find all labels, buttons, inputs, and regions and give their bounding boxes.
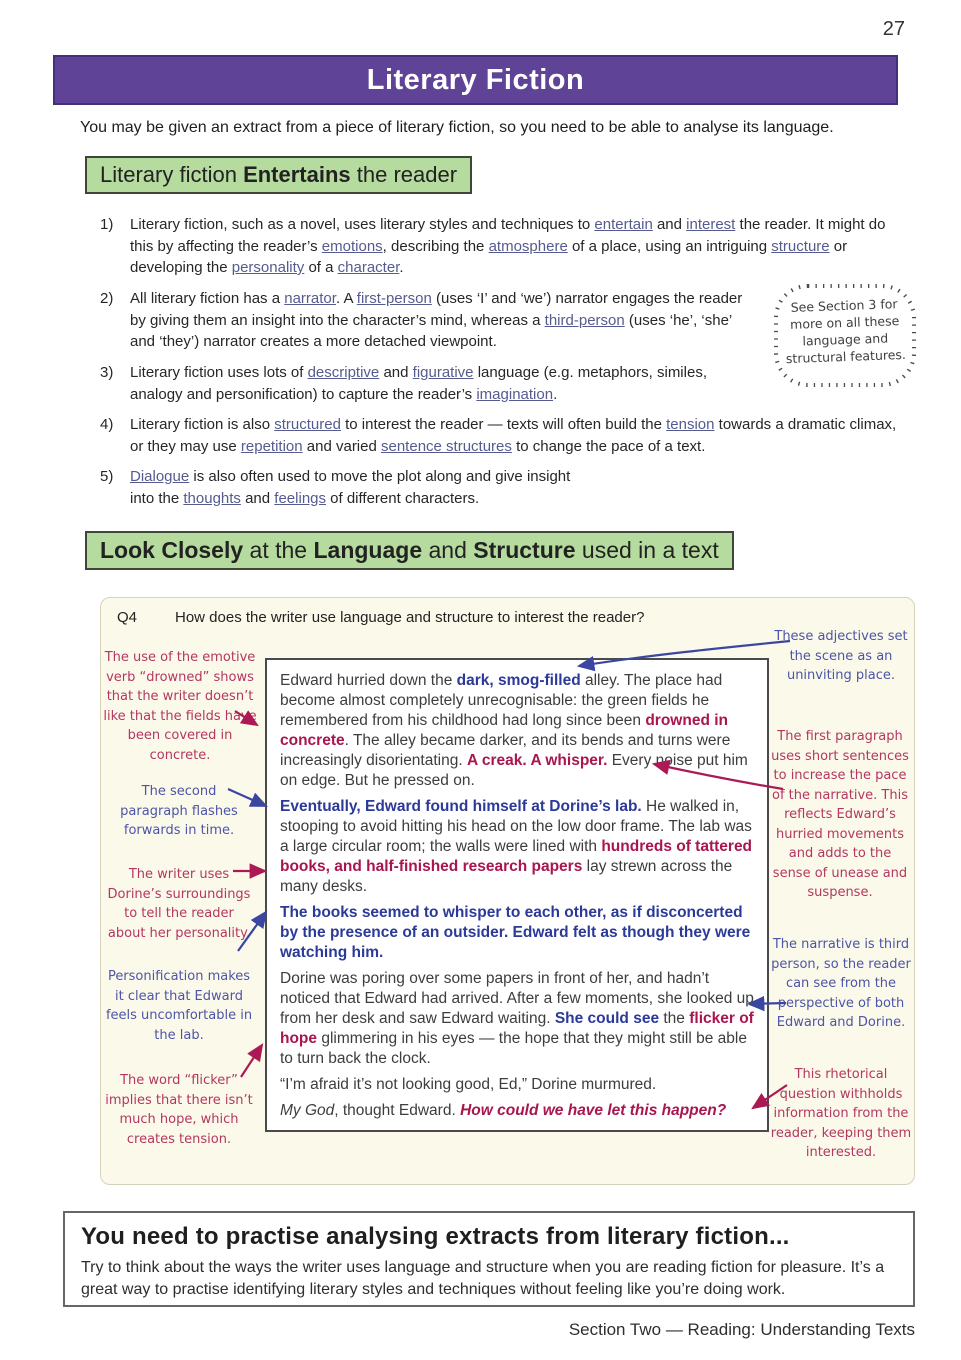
extract-paragraph-5: “I’m afraid it’s not looking good, Ed,” Dorine murmured. bbox=[280, 1076, 657, 1093]
section-heading-look-closely: Look Closely at the Language and Structure used in a text bbox=[85, 531, 734, 570]
left-annotation-flicker: The word “flicker” implies that there isn’t much hope, which creates tension. bbox=[105, 1073, 253, 1147]
right-annotation-third-person: The narrative is third person, so the reader can see from the perspective of both Edward and Dorine. bbox=[771, 937, 911, 1030]
list-item-text: All literary fiction has a narrator. A first-person (uses ‘I’ and ‘we’) narrator engages the reader by giving them an insight into the character’s mind, whereas a third-person (uses ‘he’, ‘she’ and ‘they’) narrator creates a more detached viewpoint. bbox=[130, 290, 743, 350]
summary-heading: You need to practise analysing extracts from literary fiction... bbox=[81, 1223, 790, 1250]
summary-text: Try to think about the ways the writer uses language and structure when you are reading fiction for pleasure. It’s a great way to practise identifying literary styles and techniques without feeling like you’re doing work. bbox=[81, 1259, 885, 1298]
left-annotation-surroundings: The writer uses Dorine’s surroundings to tell the reader about her personality. bbox=[107, 867, 251, 941]
left-annotation-personification: Personification makes it clear that Edward feels uncomfortable in the lab. bbox=[105, 969, 253, 1043]
extract-box bbox=[265, 658, 769, 1132]
list-item-4 bbox=[100, 414, 900, 457]
question-label: Q4 bbox=[117, 609, 138, 626]
list-item-text: Literary fiction uses lots of descriptive and figurative language (e.g. metaphors, similes, analogy and personification) to capture the reader’s imagination. bbox=[130, 364, 707, 403]
list-item-1 bbox=[100, 214, 910, 279]
side-note-text: See Section 3 for more on all these language and structural features. bbox=[785, 296, 907, 367]
extract-paragraph-2: Eventually, Edward found himself at Dorine’s lab. He walked in, stooping to avoid hitting his head on the low door frame. The lab was a large circular room; the walls were lined with hundreds of tattered books, and half-finished research papers lay strewn across the many desks. bbox=[280, 798, 753, 895]
list-item-2 bbox=[100, 288, 748, 353]
section-heading-entertains: Literary fiction Entertains the reader bbox=[85, 156, 472, 194]
list-number: 2) bbox=[100, 290, 114, 307]
title-banner bbox=[53, 55, 898, 105]
page-number: 27 bbox=[882, 18, 905, 40]
left-annotation-drowned: The use of the emotive verb “drowned” shows that the writer doesn’t like that the fields have been covered in concrete. bbox=[103, 650, 257, 763]
page-title: Literary Fiction bbox=[366, 63, 585, 96]
extract-paragraph-3: The books seemed to whisper to each other, as if disconcerted by the presence of an outsider. Edward felt as though they were watching him. bbox=[280, 904, 751, 961]
right-annotation-short-sentences: The first paragraph uses short sentences to increase the pace of the narrative. This reflects Edward’s hurried movements and adds to the sense of unease and suspense. bbox=[771, 729, 909, 900]
list-item-text: Literary fiction, such as a novel, uses literary styles and techniques to entertain and interest the reader. It might do this by affecting the reader’s emotions, describing the atmosphere of a place, using an intriguing structure or developing the personality of a character. bbox=[130, 216, 886, 276]
list-item-5 bbox=[100, 466, 800, 509]
list-number: 5) bbox=[100, 468, 114, 485]
list-number: 4) bbox=[100, 416, 114, 433]
right-annotation-rhetorical-question: This rhetorical question withholds information from the reader, keeping them interested. bbox=[770, 1067, 912, 1160]
list-item-3 bbox=[100, 362, 760, 405]
list-number: 1) bbox=[100, 216, 114, 233]
extract-paragraph-1: Edward hurried down the dark, smog-filled alley. The place had become almost completely unrecognisable: the green fields he remembered from his childhood had long since been drowned in concrete. The alley became darker, and its bends and turns were increasingly disorientating. A creak. A whisper. Every noise put him on edge. But he pressed on. bbox=[280, 672, 748, 789]
footer-section-label: Section Two — Reading: Understanding Texts bbox=[568, 1320, 915, 1339]
handwritten-note bbox=[770, 281, 920, 391]
list-number: 3) bbox=[100, 364, 114, 381]
right-annotation-adjectives: These adjectives set the scene as an uninviting place. bbox=[774, 629, 908, 683]
list-item-text: Literary fiction is also structured to interest the reader — texts will often build the tension towards a dramatic climax, or they may use repetition and varied sentence structures to change the pace of a text. bbox=[130, 416, 897, 455]
left-annotation-second-paragraph: The second paragraph flashes forwards in time. bbox=[120, 784, 238, 838]
list-item-text: Dialogue is also often used to move the plot along and give insight into the thoughts and feelings of different characters. bbox=[130, 468, 571, 507]
extract-paragraph-4: Dorine was poring over some papers in front of her, and hadn’t noticed that Edward had arrived. After a few moments, she looked up from her desk and saw Edward waiting. She could see the flicker of hope glimmering in his eyes — the hope that they might still be able to turn back the clock. bbox=[280, 970, 754, 1067]
summary-box bbox=[63, 1211, 915, 1307]
question-text: How does the writer use language and structure to interest the reader? bbox=[175, 609, 645, 626]
extract-paragraph-6: My God, thought Edward. How could we have let this happen? bbox=[280, 1102, 727, 1119]
intro-text: You may be given an extract from a piece of literary fiction, so you need to be able to analyse its language. bbox=[80, 119, 834, 136]
